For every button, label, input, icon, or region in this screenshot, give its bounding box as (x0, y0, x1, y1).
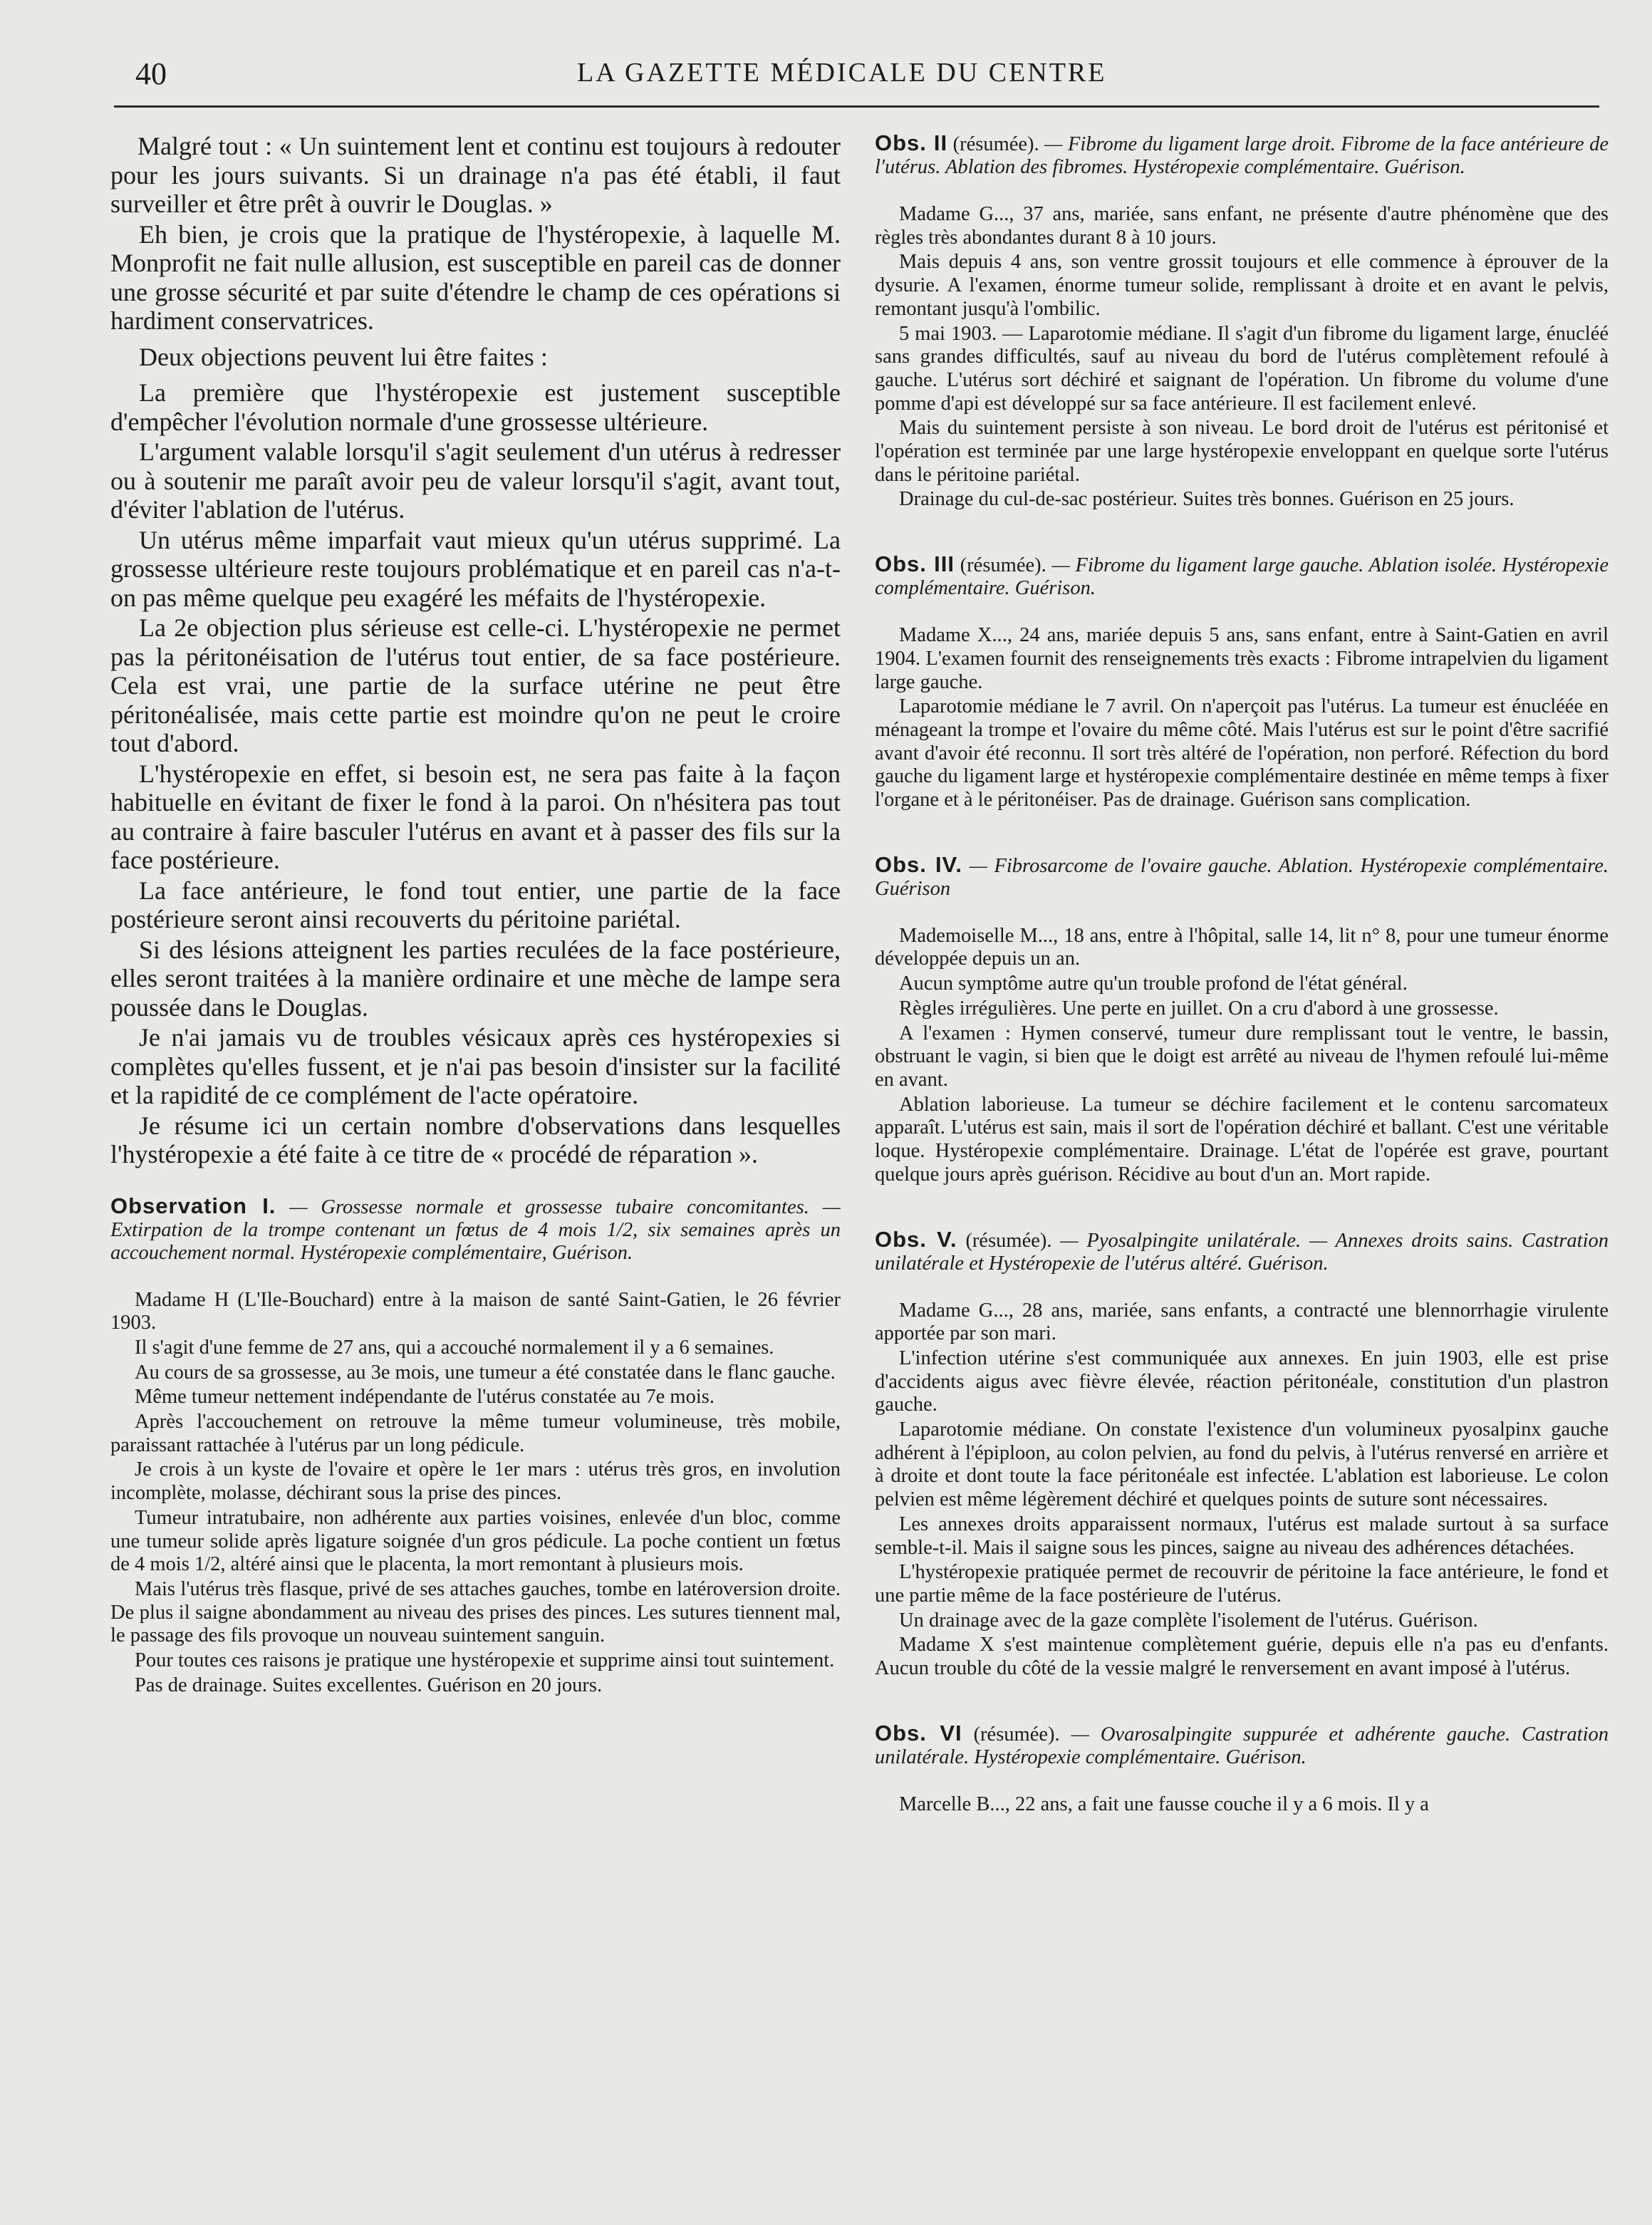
observation-5 (875, 1228, 1609, 1681)
paragraph: L'hystéropexie en effet, si besoin est, ne sera pas faite à la façon habituelle en évitant de fixer le fond à la paroi. On n'hésitera pas tout au contraire à faire basculer l'utérus en avant et à passer des fils sur la face postérieure. (110, 759, 841, 874)
paragraph: Un drainage avec de la gaze complète l'isolement de l'utérus. Guérison. (899, 1609, 1478, 1632)
observation-1 (110, 1195, 841, 1698)
observation-heading (110, 1195, 841, 1265)
observation-label: Obs. V. (875, 1226, 957, 1252)
paragraph: Madame X s'est maintenue complètement guérie, depuis elle n'a pas eu d'enfants. Aucun trouble du côté de la vessie malgré le renversement en avant imposé à l'utérus. (875, 1634, 1609, 1680)
paragraph: Drainage du cul-de-sac postérieur. Suites très bonnes. Guérison en 25 jours. (899, 488, 1515, 511)
left-column (110, 132, 841, 2212)
paragraph: Ablation laborieuse. La tumeur se déchire facilement et le contenu sarcomateux apparaît. L'utérus est sain, mais il sort de l'opération déchiré et ballant. C'est une véritable loque. Hystéropexie complémentaire. Drainage. L'état de l'opérée est grave, pourtant quelque jours après guérison. Récidive au bout d'un an. Mort rapide. (875, 1093, 1609, 1186)
paragraph: Mais du suintement persiste à son niveau. Le bord droit de l'utérus est péritonisé et l'opération est terminée par une large hystéropexie enveloppant en quelque sorte l'utérus dans le péritoine pariétal. (875, 417, 1609, 486)
observation-3 (875, 553, 1609, 812)
paragraph: Les annexes droits apparaissent normaux, l'utérus est malade surtout à sa surface semble-t-il. Mais il saigne sous les pinces, saigne au niveau des adhérences détachées. (875, 1513, 1609, 1559)
paragraph: Au cours de sa grossesse, au 3e mois, une tumeur a été constatée dans le flanc gauche. (135, 1361, 836, 1384)
observation-label: Observation I. (110, 1193, 276, 1218)
paragraph: Règles irrégulières. Une perte en juillet. On a cru d'abord à une grossesse. (899, 997, 1499, 1020)
observation-resume: (résumée). (965, 1229, 1052, 1252)
observation-resume: (résumée). (973, 1723, 1060, 1746)
observation-label: Obs. VI (875, 1720, 962, 1746)
observation-label: Obs. III (875, 551, 955, 577)
observation-heading (875, 1228, 1609, 1275)
paragraph: Madame G..., 28 ans, mariée, sans enfants, a contracté une blennorrhagie virulente apportée par son mari. (875, 1299, 1609, 1345)
paragraph: A l'examen : Hymen conservé, tumeur dure remplissant tout le ventre, le bassin, obstruant le vagin, si bien que le doigt est arrêté au niveau de l'hymen refoulé lui-même en avant. (875, 1022, 1609, 1091)
paragraph: Je n'ai jamais vu de troubles vésicaux après ces hystéropexies si complètes qu'elles fussent, et je n'ai pas besoin d'insister sur la facilité et la rapidité de ce complément de l'acte opératoire. (110, 1023, 841, 1109)
paragraph: La première que l'hystéropexie est justement susceptible d'empêcher l'évolution normale d'une grossesse ultérieure. (110, 378, 841, 436)
paragraph: Madame G..., 37 ans, mariée, sans enfant, ne présente d'autre phénomène que des règles très abondantes durant 8 à 10 jours. (875, 203, 1609, 249)
paragraph: Tumeur intratubaire, non adhérente aux parties voisines, enlevée d'un bloc, comme une tumeur solide après ligature soignée d'un gros pédicule. La poche contient un fœtus de 4 mois 1/2, altéré ainsi que le placenta, la mort remontant à plusieurs mois. (110, 1506, 841, 1576)
paragraph: Malgré tout : « Un suintement lent et continu est toujours à redouter pour les jours suivants. Si un drainage n'a pas été établi, il faut surveiller et être prêt à ouvrir le Douglas. » (110, 132, 841, 218)
paragraph: Mais l'utérus très flasque, privé de ses attaches gauches, tombe en latéroversion droite. De plus il saigne abondamment au niveau des prises des pinces. Les sutures tiennent mal, le passage des fils provoque un nouveau suintement sanguin. (110, 1577, 841, 1647)
observation-label: Obs. IV. (875, 851, 963, 877)
paragraph: Pour toutes ces raisons je pratique une hystéropexie et supprime ainsi tout suintement. (135, 1649, 835, 1672)
observation-title: — Grossesse normale et grossesse tubaire concomitantes. — Extirpation de la trompe contenant un fœtus de 4 mois 1/2, six semaines après un accouchement normal. Hystéropexie complémentaire, Guérison. (110, 1196, 841, 1264)
paragraph: L'hystéropexie pratiquée permet de recouvrir de péritoine la face antérieure, le fond et une partie même de la face postérieure de l'utérus. (875, 1561, 1609, 1607)
paragraph: Marcelle B..., 22 ans, a fait une fausse couche il y a 6 mois. Il y a (899, 1793, 1429, 1815)
observation-label: Obs. II (875, 132, 948, 155)
paragraph: Mademoiselle M..., 18 ans, entre à l'hôpital, salle 14, lit n° 8, pour une tumeur énorme développée depuis un an. (875, 924, 1609, 970)
paragraph: Mais depuis 4 ans, son ventre grossit toujours et elle commence à éprouver de la dysurie. A l'examen, énorme tumeur solide, remplissant à droite et en avant le pelvis, remontant jusqu'à l'ombilic. (875, 251, 1609, 320)
paragraph: Il s'agit d'une femme de 27 ans, qui a accouché normalement il y a 6 semaines. (135, 1336, 774, 1359)
observation-resume: (résumée). (952, 133, 1039, 155)
paragraph: Pas de drainage. Suites excellentes. Guérison en 20 jours. (135, 1674, 603, 1696)
right-column (875, 132, 1609, 2212)
page-number: 40 (135, 56, 167, 91)
journal-title: LA GAZETTE MÉDICALE DU CENTRE (577, 58, 1107, 88)
observation-heading (875, 553, 1609, 600)
paragraph: Je résume ici un certain nombre d'observations dans lesquelles l'hystéropexie a été faite à ce titre de « procédé de réparation ». (110, 1111, 841, 1168)
observation-6 (875, 1722, 1609, 1817)
observation-title: — Fibrome du ligament large droit. Fibrome de la face antérieure de l'utérus. Ablation des fibromes. Hystéropexie complémentaire. Guérison. (875, 133, 1609, 178)
observation-title: — Pyosalpingite unilatérale. — Annexes droits sains. Castration unilatérale et Hystéropexie de l'utérus altéré. Guérison. (875, 1229, 1609, 1275)
paragraph: Laparotomie médiane. On constate l'existence d'un volumineux pyosalpinx gauche adhérent à l'épiploon, au colon pelvien, au fond du pelvis, à l'utérus renversé en arrière et à droite et dont toute la face péritonéale est infectée. L'ablation est laborieuse. Le colon pelvien est même légèrement déchiré et quelques points de suture sont nécessaires. (875, 1418, 1609, 1511)
observation-heading (875, 132, 1609, 179)
observation-heading (875, 1722, 1609, 1769)
main-text (110, 132, 841, 1169)
paragraph: Je crois à un kyste de l'ovaire et opère le 1er mars : utérus très gros, en involution incomplète, molasse, déchirant sous la prise des pinces. (110, 1458, 841, 1505)
paragraph: La face antérieure, le fond tout entier, une partie de la face postérieure seront ainsi recouverts du péritoine pariétal. (110, 876, 841, 933)
paragraph: 5 mai 1903. — Laparotomie médiane. Il s'agit d'un fibrome du ligament large, énucléé sans grandes difficultés, sauf au niveau du bord de l'utérus complètement refoulé à gauche. L'utérus sort déchiré et saignant de l'opération. Un fibrome du volume d'une pomme d'api est développé sur sa face antérieure. Il est facilement enlevé. (875, 322, 1609, 415)
paragraph: L'infection utérine s'est communiquée aux annexes. En juin 1903, elle est prise d'accidents aigus avec fièvre élevée, réaction péritonéale, constitution d'un plastron gauche. (875, 1347, 1609, 1416)
observation-title: — Ovarosalpingite suppurée et adhérente gauche. Castration unilatérale. Hystéropexie complémentaire. Guérison. (875, 1723, 1609, 1768)
paragraph: L'argument valable lorsqu'il s'agit seulement d'un utérus à redresser ou à soutenir me paraît avoir peu de valeur lorsqu'il s'agit, avant tout, d'éviter l'ablation de l'utérus. (110, 437, 841, 524)
observation-resume: (résumée). (960, 554, 1046, 577)
paragraph: Deux objections peuvent lui être faites : (139, 342, 548, 371)
paragraph: Après l'accouchement on retrouve la même tumeur volumineuse, très mobile, paraissant rattachée à l'utérus par un long pédicule. (110, 1411, 841, 1456)
paragraph: Si des lésions atteignent les parties reculées de la face postérieure, elles seront traitées à la manière ordinaire et une mèche de lampe sera poussée dans le Douglas. (110, 935, 841, 1022)
page-header (135, 56, 1596, 98)
paragraph: Laparotomie médiane le 7 avril. On n'aperçoit pas l'utérus. La tumeur est énucléée en ménageant la trompe et l'ovaire du même côté. Mais l'utérus est sur le point d'être sacrifié avant d'avoir été reconnu. Il sort très altéré de l'opération, non perforé. Réfection du bord gauche du ligament large et hystéropexie complémentaire destinée en même temps à fixer l'organe et à le péritonéiser. Pas de drainage. Guérison sans complication. (875, 695, 1609, 811)
observation-title: — Fibrome du ligament large gauche. Ablation isolée. Hystéropexie complémentaire. Guérison. (875, 554, 1609, 600)
header-rule (114, 105, 1599, 108)
observation-heading (875, 851, 1609, 901)
paragraph: Madame X..., 24 ans, mariée depuis 5 ans, sans enfant, entre à Saint-Gatien en avril 1904. L'examen fournit des renseignements très exacts : Fibrome intrapelvien du ligament large gauche. (875, 624, 1609, 693)
paragraph: Madame H (L'Ile-Bouchard) entre à la maison de santé Saint-Gatien, le 26 février 1903. (110, 1288, 841, 1334)
paragraph: Eh bien, je crois que la pratique de l'hystéropexie, à laquelle M. Monprofit ne fait nulle allusion, est susceptible en pareil cas de donner une grosse sécurité et par suite d'étendre le champ de ces opérations si hardiment conservatrices. (110, 219, 841, 335)
observation-title: — Fibrosarcome de l'ovaire gauche. Ablation. Hystéropexie complémentaire. Guérison (875, 854, 1609, 900)
observation-4 (875, 851, 1609, 1187)
observation-2 (875, 132, 1609, 512)
paragraph: Un utérus même imparfait vaut mieux qu'un utérus supprimé. La grossesse ultérieure reste toujours problématique et en pareil cas n'a-t-on pas même quelque peu exagéré les méfaits de l'hystéropexie. (110, 525, 841, 612)
paragraph: Aucun symptôme autre qu'un trouble profond de l'état général. (899, 973, 1408, 995)
paragraph: Même tumeur nettement indépendante de l'utérus constatée au 7e mois. (135, 1386, 715, 1409)
paragraph: La 2e objection plus sérieuse est celle-ci. L'hystéropexie ne permet pas la péritonéisation de l'utérus tout entier, de sa face postérieure. Cela est vrai, une partie de la surface utérine ne peut être péritonéalisée, mais cette partie est moindre qu'on ne peut le croire tout d'abord. (110, 613, 841, 757)
